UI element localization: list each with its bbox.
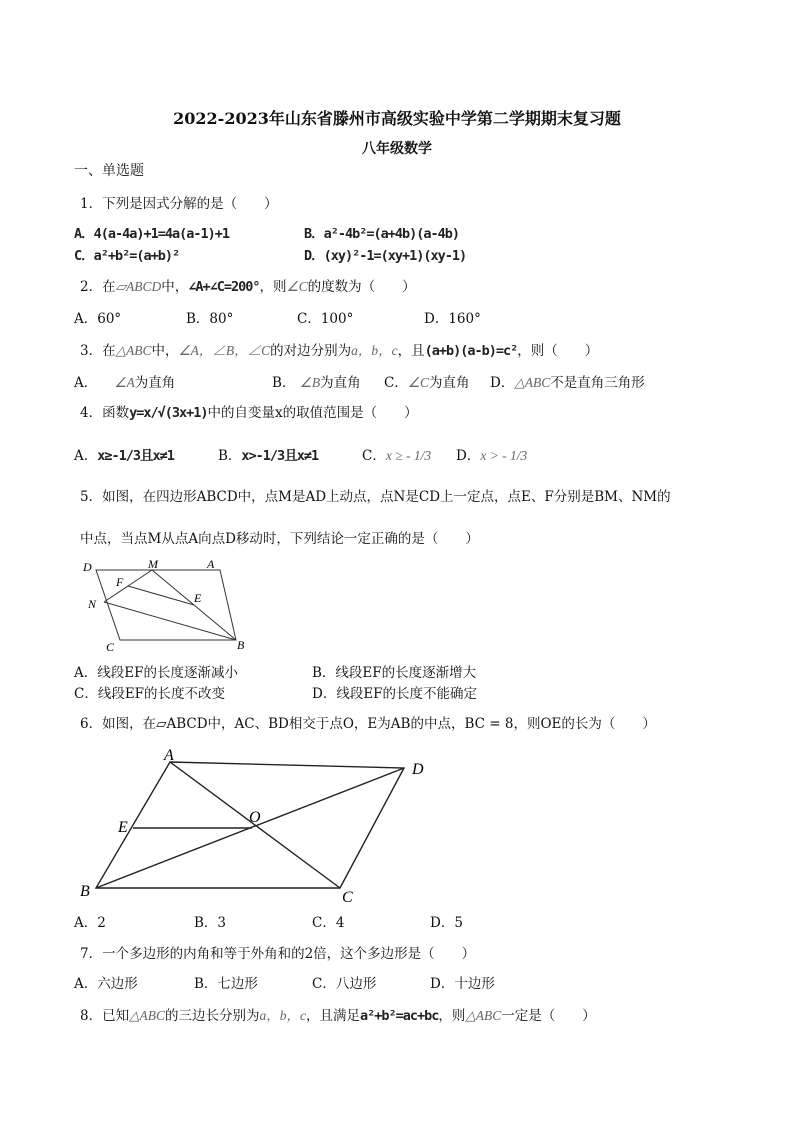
question-7-option-d: D．十边形: [430, 976, 495, 992]
question-1-stem: 1．下列是因式分解的是（ ）: [80, 196, 278, 212]
question-5-option-a: A．线段EF的长度逐渐减小: [74, 665, 238, 681]
question-7-option-c: C．八边形: [312, 976, 377, 992]
question-4-option-b: B．x>-1/3且x≠1: [218, 448, 319, 464]
label-e: E: [194, 591, 202, 605]
question-6-option-d: D．5: [430, 915, 463, 931]
question-2-option-b: B．80°: [186, 311, 234, 327]
question-2-option-c: C．100°: [297, 311, 354, 327]
question-8-stem: 8．已知△ABC的三边长分别为a，b，c，且满足a²+b²=ac+bc，则△ABC一定是（ ）: [80, 1008, 596, 1024]
question-2-option-d: D．160°: [424, 311, 481, 327]
question-1-option-c: C．a²+b²=(a+b)²: [74, 248, 180, 264]
label-f: F: [116, 575, 124, 589]
question-3-stem: 3．在△ABC中，∠A，∠B，∠C的对边分别为a，b，c，且(a+b)(a-b)=c²，则（ ）: [80, 343, 599, 359]
question-3-option-b: B． ∠B为直角: [272, 375, 361, 391]
question-1-option-a: A．4(a-4a)+1=4a(a-1)+1: [74, 226, 230, 242]
question-5-option-c: C．线段EF的长度不改变: [74, 686, 226, 702]
question-5-option-b: B．线段EF的长度逐渐增大: [312, 665, 477, 681]
question-6-option-a: A．2: [74, 915, 106, 931]
label-d: D: [83, 560, 92, 574]
question-5-figure: [74, 556, 274, 654]
question-5-stem-line-1: 5．如图，在四边形ABCD中，点M是AD上动点，点N是CD上一定点，点E、F分别是BM、NM的: [80, 489, 671, 505]
label-a: A: [207, 557, 215, 571]
segment-ef: [128, 586, 194, 605]
question-2-option-a: A．60°: [74, 311, 122, 327]
question-1-option-d: D．(xy)²-1=(xy+1)(xy-1): [304, 248, 467, 264]
label-n: N: [88, 597, 97, 611]
label-b: B: [80, 883, 90, 900]
question-6-option-c: C．4: [312, 915, 345, 931]
page-title: 2022-2023年山东省滕州市高级实验中学第二学期期末复习题: [173, 109, 621, 128]
question-1-option-b: B．a²-4b²=(a+4b)(a-4b): [304, 226, 460, 242]
label-e: E: [118, 819, 128, 836]
label-c: C: [342, 889, 353, 906]
question-4-option-d: D．x > - 1/3: [456, 448, 528, 464]
label-o: O: [249, 809, 261, 826]
section-heading: 一、单选题: [74, 163, 144, 179]
question-7-option-a: A．六边形: [74, 976, 138, 992]
label-b: B: [237, 638, 245, 652]
question-7-stem: 7．一个多边形的内角和等于外角和的2倍，这个多边形是（ ）: [80, 946, 476, 962]
question-4-stem: 4．函数y=x/√(3x+1)中的自变量x的取值范围是（ ）: [80, 405, 418, 421]
question-6-stem: 6．如图，在▱ABCD中，AC、BD相交于点O，E为AB的中点，BC = 8，则OE的长为（ ）: [80, 716, 656, 732]
question-6-figure: [74, 742, 444, 908]
question-5-stem-line-2: 中点，当点M从点A向点D移动时，下列结论一定正确的是（ ）: [80, 531, 479, 547]
question-3-option-a: A． ∠A为直角: [74, 375, 176, 391]
page-subtitle: 八年级数学: [362, 141, 432, 157]
label-d: D: [412, 761, 424, 778]
segment-nb: [104, 602, 236, 640]
question-3-option-c: C．∠C为直角: [384, 375, 470, 391]
question-4-option-c: C．x ≥ - 1/3: [362, 448, 432, 464]
question-4-option-a: A．x≥-1/3且x≠1: [74, 448, 174, 464]
question-3-option-d: D．△ABC不是直角三角形: [490, 375, 645, 391]
question-2-stem: 2．在▱ABCD中，∠A+∠C=200°，则∠C的度数为（ ）: [80, 279, 416, 295]
label-a: A: [164, 747, 174, 764]
question-6-option-b: B．3: [194, 915, 227, 931]
label-m: M: [148, 557, 158, 571]
label-c: C: [106, 640, 115, 654]
question-5-option-d: D．线段EF的长度不能确定: [312, 686, 478, 702]
question-7-option-b: B．七边形: [194, 976, 258, 992]
